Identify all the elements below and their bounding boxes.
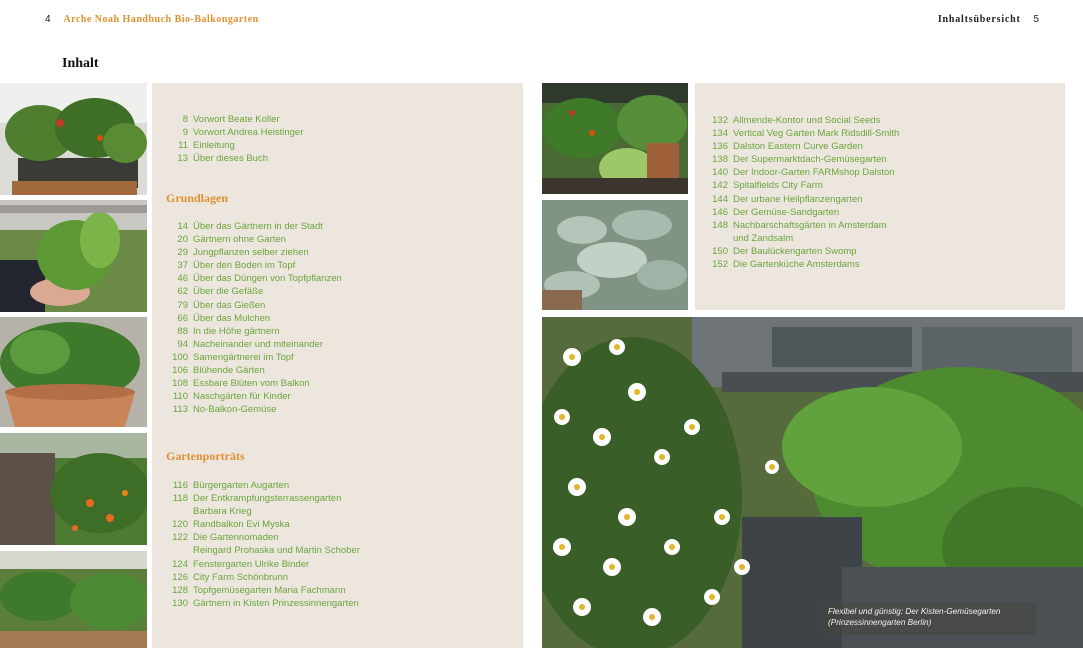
toc-entry[interactable]: 152 Die Gartenküche Amsterdams (712, 259, 860, 271)
photo-tomato-plants (542, 83, 688, 194)
toc-grundlagen-list (167, 220, 342, 416)
toc-entry[interactable]: 146 Der Gemüse-Sandgarten (712, 206, 840, 218)
toc-right-list (707, 114, 899, 271)
toc-entry[interactable]: 9 Vorwort Andrea Heistinger (182, 127, 304, 139)
right-page-header (938, 14, 1039, 25)
right-page-number: 5 (1033, 14, 1039, 25)
toc-entry[interactable]: 132 Allmende-Kontor und Social Seeds (712, 115, 881, 126)
toc-entry[interactable]: 106 Blühende Gärten (172, 365, 265, 377)
photo-pot-plant (0, 317, 147, 427)
toc-entry[interactable]: 140 Der Indoor-Garten FARMshop Dalston (712, 167, 895, 179)
toc-entry[interactable]: 142 Spitalfields City Farm (712, 180, 823, 192)
left-page-number: 4 (45, 14, 51, 25)
toc-entry[interactable]: 94 Nacheinander und miteinander (177, 338, 323, 350)
toc-entry[interactable]: 29 Jungpflanzen selber ziehen (177, 247, 309, 259)
section-heading-grundlagen: Grundlagen (166, 191, 229, 205)
photo-crate-garden (542, 317, 1083, 648)
toc-entry-continuation[interactable]: Reingard Prohaska und Martin Schober (193, 545, 360, 557)
toc-intro-list (167, 113, 303, 165)
toc-entry[interactable]: 113 No-Balkon-Gemüse (172, 404, 277, 416)
toc-entry[interactable]: 14 Über das Gärtnern in der Stadt (177, 221, 323, 232)
toc-entry[interactable]: 128 Topfgemüsegarten Maria Fachmann (172, 584, 346, 596)
toc-entry[interactable]: 110 Naschgärten für Kinder (172, 391, 291, 403)
toc-entry[interactable]: 130 Gärtnern in Kisten Prinzessinnengarten (172, 597, 359, 609)
toc-entry[interactable]: 116 Bürgergarten Augarten (172, 480, 290, 491)
book-title: Arche Noah Handbuch Bio-Balkongarten (63, 14, 259, 25)
photo-raised-beds (0, 551, 147, 648)
toc-entry[interactable]: 124 Fenstergarten Ulrike Binder (172, 558, 310, 570)
toc-entry-continuation[interactable]: Barbara Krieg (193, 506, 252, 518)
toc-entry[interactable]: 120 Randbalkon Evi Myska (172, 519, 290, 531)
section-heading-gartenportraets: Gartenporträts (166, 449, 245, 463)
toc-entry[interactable]: 62 Über die Gefäße (177, 286, 264, 298)
section-title: Inhaltsübersicht (937, 14, 1021, 25)
toc-entry[interactable]: 46 Über das Düngen von Topfpflanzen (177, 273, 342, 285)
photo-pepper-plants (0, 83, 147, 195)
toc-entry[interactable]: 118 Der Entkrampfungsterrassengarten (172, 493, 342, 505)
photo-garden-flowers (0, 433, 147, 545)
toc-entry[interactable]: 13 Über dieses Buch (177, 153, 268, 165)
toc-entry[interactable]: 79 Über das Gießen (177, 299, 266, 311)
toc-entry-continuation[interactable]: und Zandsalm (733, 232, 794, 244)
toc-gartenportraets-list (167, 479, 360, 610)
page-title: Inhalt (62, 56, 99, 71)
toc-entry[interactable]: 8 Vorwort Beate Koller (182, 114, 280, 125)
toc-entry[interactable]: 126 City Farm Schönbrunn (172, 571, 289, 583)
left-page-header (45, 14, 259, 25)
toc-entry[interactable]: 148 Nachbarschaftsgärten in Amsterdam (712, 219, 887, 231)
caption-line-2: (Prinzessinnengarten Berlin) (828, 618, 932, 627)
photo-caption (822, 603, 1036, 635)
photo-hands-seedling (0, 200, 147, 312)
toc-entry[interactable]: 122 Die Gartennomaden (172, 532, 279, 544)
caption-line-1: Flexibel und günstig: Der Kisten-Gemüsegarten (828, 607, 1001, 616)
toc-entry[interactable]: 66 Über das Mulchen (177, 312, 271, 324)
toc-entry[interactable]: 150 Der Baulückengarten Swomp (712, 245, 857, 257)
toc-entry[interactable]: 138 Der Supermarktdach-Gemüsegarten (712, 154, 887, 166)
toc-entry[interactable]: 144 Der urbane Heilpflanzengarten (712, 193, 863, 205)
toc-entry[interactable]: 11 Einleitung (178, 140, 235, 152)
toc-entry[interactable]: 100 Samengärtnerei im Topf (172, 351, 294, 363)
toc-entry[interactable]: 20 Gärtnern ohne Garten (177, 234, 286, 246)
toc-entry[interactable]: 134 Vertical Veg Garten Mark Ridsdill-Smith (712, 128, 900, 140)
toc-entry[interactable]: 37 Über den Boden im Topf (177, 260, 296, 272)
toc-entry[interactable]: 108 Essbare Blüten vom Balkon (172, 378, 310, 390)
photo-silver-leaves (542, 200, 688, 310)
toc-entry[interactable]: 136 Dalston Eastern Curve Garden (712, 141, 863, 153)
toc-entry[interactable]: 88 In die Höhe gärtnern (177, 325, 280, 337)
